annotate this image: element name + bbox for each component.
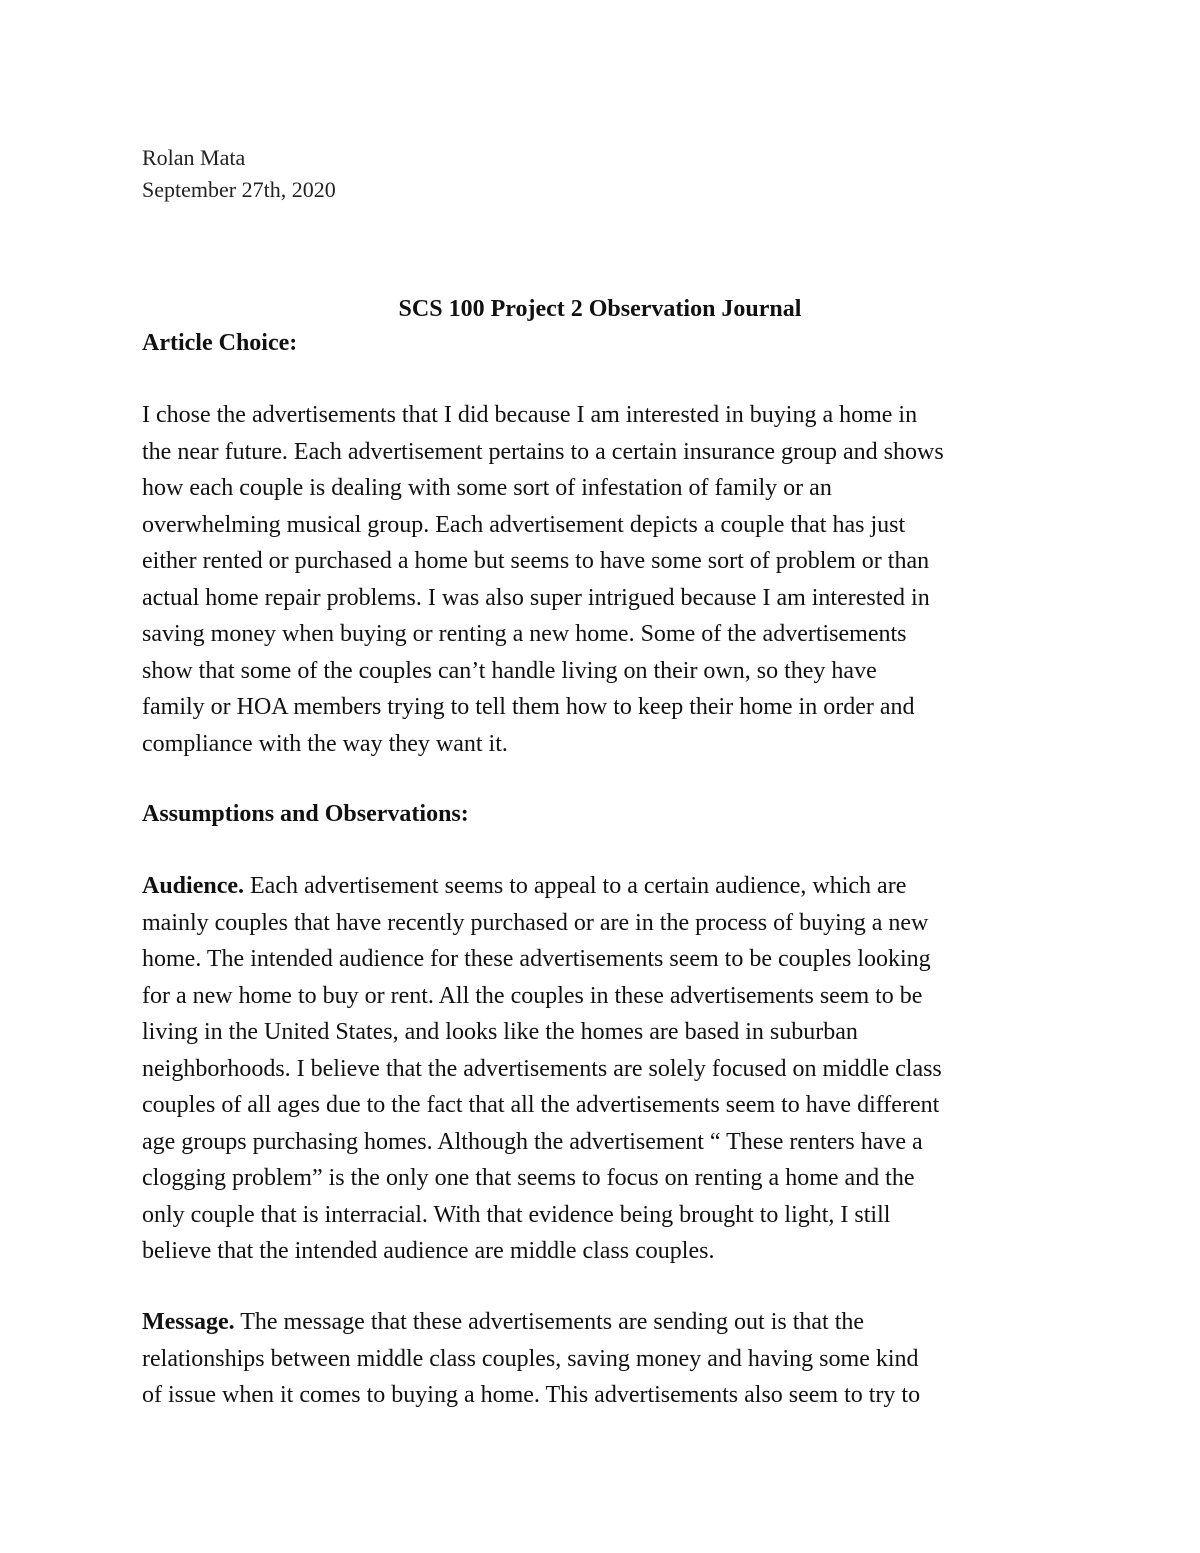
message-paragraph	[142, 1304, 1082, 1414]
author-name: Rolan Mata	[142, 145, 246, 170]
paragraph-line: mainly couples that have recently purchased or are in the process of buying a new	[142, 909, 929, 936]
paragraph-line: actual home repair problems. I was also super intrigued because I am interested in	[142, 584, 930, 611]
paragraph-line: of issue when it comes to buying a home. This advertisements also seem to try to	[142, 1382, 921, 1408]
paragraph-line: only couple that is interracial. With that evidence being brought to light, I still	[142, 1201, 891, 1228]
paragraph-line: age groups purchasing homes. Although the advertisement “ These renters have a	[142, 1128, 923, 1155]
message-lead: Message.	[142, 1309, 235, 1335]
paragraph-line	[142, 1304, 1082, 1341]
audience-paragraph	[142, 868, 1082, 1270]
assumptions-heading: Assumptions and Observations:	[142, 801, 469, 827]
paragraph-line: I chose the advertisements that I did because I am interested in buying a home in	[142, 402, 918, 428]
article-choice-heading: Article Choice:	[142, 330, 298, 356]
paragraph-line: family or HOA members trying to tell them how to keep their home in order and	[142, 694, 915, 720]
paragraph-line: overwhelming musical group. Each advertisement depicts a couple that has just	[142, 511, 906, 538]
paragraph-line: compliance with the way they want it.	[142, 730, 508, 757]
document-header	[142, 142, 336, 206]
paragraph-line	[142, 868, 1082, 905]
paragraph-line: for a new home to buy or rent. All the couples in these advertisements seem to be	[142, 982, 923, 1009]
audience-first-line: Each advertisement seems to appeal to a certain audience, which are	[244, 873, 907, 899]
paragraph-line: living in the United States, and looks like the homes are based in suburban	[142, 1019, 858, 1045]
paragraph-line: show that some of the couples can’t handle living on their own, so they have	[142, 657, 877, 684]
paragraph-line: home. The intended audience for these advertisements seem to be couples looking	[142, 946, 931, 972]
document-title: SCS 100 Project 2 Observation Journal	[398, 296, 802, 322]
article-choice-paragraph	[142, 397, 1082, 762]
document-date: September 27th, 2020	[142, 177, 336, 202]
paragraph-line: couples of all ages due to the fact that all the advertisements seem to have different	[142, 1092, 940, 1118]
paragraph-line: the near future. Each advertisement pertains to a certain insurance group and shows	[142, 438, 944, 465]
paragraph-line: clogging problem” is the only one that seems to focus on renting a home and the	[142, 1165, 915, 1191]
paragraph-line: relationships between middle class couples, saving money and having some kind	[142, 1345, 919, 1372]
audience-lead: Audience.	[142, 873, 244, 899]
paragraph-line: saving money when buying or renting a new home. Some of the advertisements	[142, 621, 907, 647]
paragraph-line: how each couple is dealing with some sort of infestation of family or an	[142, 475, 832, 501]
message-first-line: The message that these advertisements are sending out is that the	[234, 1309, 865, 1335]
paragraph-line: neighborhoods. I believe that the advertisements are solely focused on middle class	[142, 1055, 942, 1082]
paragraph-line: believe that the intended audience are middle class couples.	[142, 1238, 715, 1264]
paragraph-line: either rented or purchased a home but seems to have some sort of problem or than	[142, 548, 930, 574]
